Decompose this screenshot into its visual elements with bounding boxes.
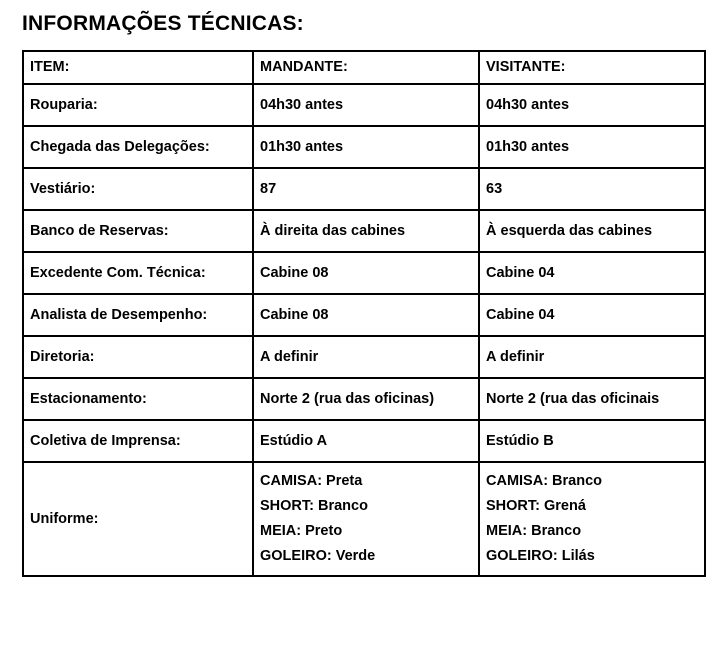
- row-value-away: Cabine 04: [479, 252, 705, 294]
- table-header-row: [23, 51, 705, 84]
- row-value-home: 04h30 antes: [253, 84, 479, 126]
- row-label-uniform: Uniforme:: [23, 462, 253, 576]
- column-header-item: ITEM:: [23, 51, 253, 84]
- row-label: Diretoria:: [23, 336, 253, 378]
- row-value-home: 01h30 antes: [253, 126, 479, 168]
- row-value-home: 87: [253, 168, 479, 210]
- table-row-uniform: [23, 462, 705, 576]
- row-value-away: 01h30 antes: [479, 126, 705, 168]
- uniform-away-goleiro: GOLEIRO: Lilás: [486, 548, 595, 564]
- row-label: Banco de Reservas:: [23, 210, 253, 252]
- row-value-away: 04h30 antes: [479, 84, 705, 126]
- uniform-away-cell: [479, 462, 705, 576]
- row-label: Vestiário:: [23, 168, 253, 210]
- row-value-home: À direita das cabines: [253, 210, 479, 252]
- row-value-home: Norte 2 (rua das oficinas): [253, 378, 479, 420]
- row-value-home: Cabine 08: [253, 294, 479, 336]
- page-title: INFORMAÇÕES TÉCNICAS:: [22, 12, 304, 35]
- document-page: [0, 10, 725, 657]
- uniform-away-short: SHORT: Grená: [486, 498, 586, 514]
- row-value-home: A definir: [253, 336, 479, 378]
- row-value-away: Norte 2 (rua das oficinais: [479, 378, 705, 420]
- table-row: [23, 420, 705, 462]
- uniform-away-meia: MEIA: Branco: [486, 523, 582, 539]
- table-row: [23, 126, 705, 168]
- row-label: Estacionamento:: [23, 378, 253, 420]
- row-value-away: Cabine 04: [479, 294, 705, 336]
- table-row: [23, 378, 705, 420]
- row-value-home: Estúdio A: [253, 420, 479, 462]
- technical-info-table: [22, 50, 706, 577]
- uniform-home-meia: MEIA: Preto: [260, 523, 343, 539]
- row-label: Coletiva de Imprensa:: [23, 420, 253, 462]
- table-row: [23, 252, 705, 294]
- row-label: Excedente Com. Técnica:: [23, 252, 253, 294]
- table-row: [23, 210, 705, 252]
- row-value-away: Estúdio B: [479, 420, 705, 462]
- row-label: Analista de Desempenho:: [23, 294, 253, 336]
- table-row: [23, 168, 705, 210]
- row-value-away: 63: [479, 168, 705, 210]
- column-header-home: MANDANTE:: [253, 51, 479, 84]
- row-label: Rouparia:: [23, 84, 253, 126]
- row-value-home: Cabine 08: [253, 252, 479, 294]
- row-value-away: À esquerda das cabines: [479, 210, 705, 252]
- uniform-home-goleiro: GOLEIRO: Verde: [260, 548, 376, 564]
- table-row: [23, 336, 705, 378]
- table-row: [23, 294, 705, 336]
- row-label: Chegada das Delegações:: [23, 126, 253, 168]
- uniform-home-cell: [253, 462, 479, 576]
- uniform-home-short: SHORT: Branco: [260, 498, 368, 514]
- column-header-away: VISITANTE:: [479, 51, 705, 84]
- uniform-home-camisa: CAMISA: Preta: [260, 473, 363, 489]
- uniform-away-camisa: CAMISA: Branco: [486, 473, 603, 489]
- row-value-away: A definir: [479, 336, 705, 378]
- table-row: [23, 84, 705, 126]
